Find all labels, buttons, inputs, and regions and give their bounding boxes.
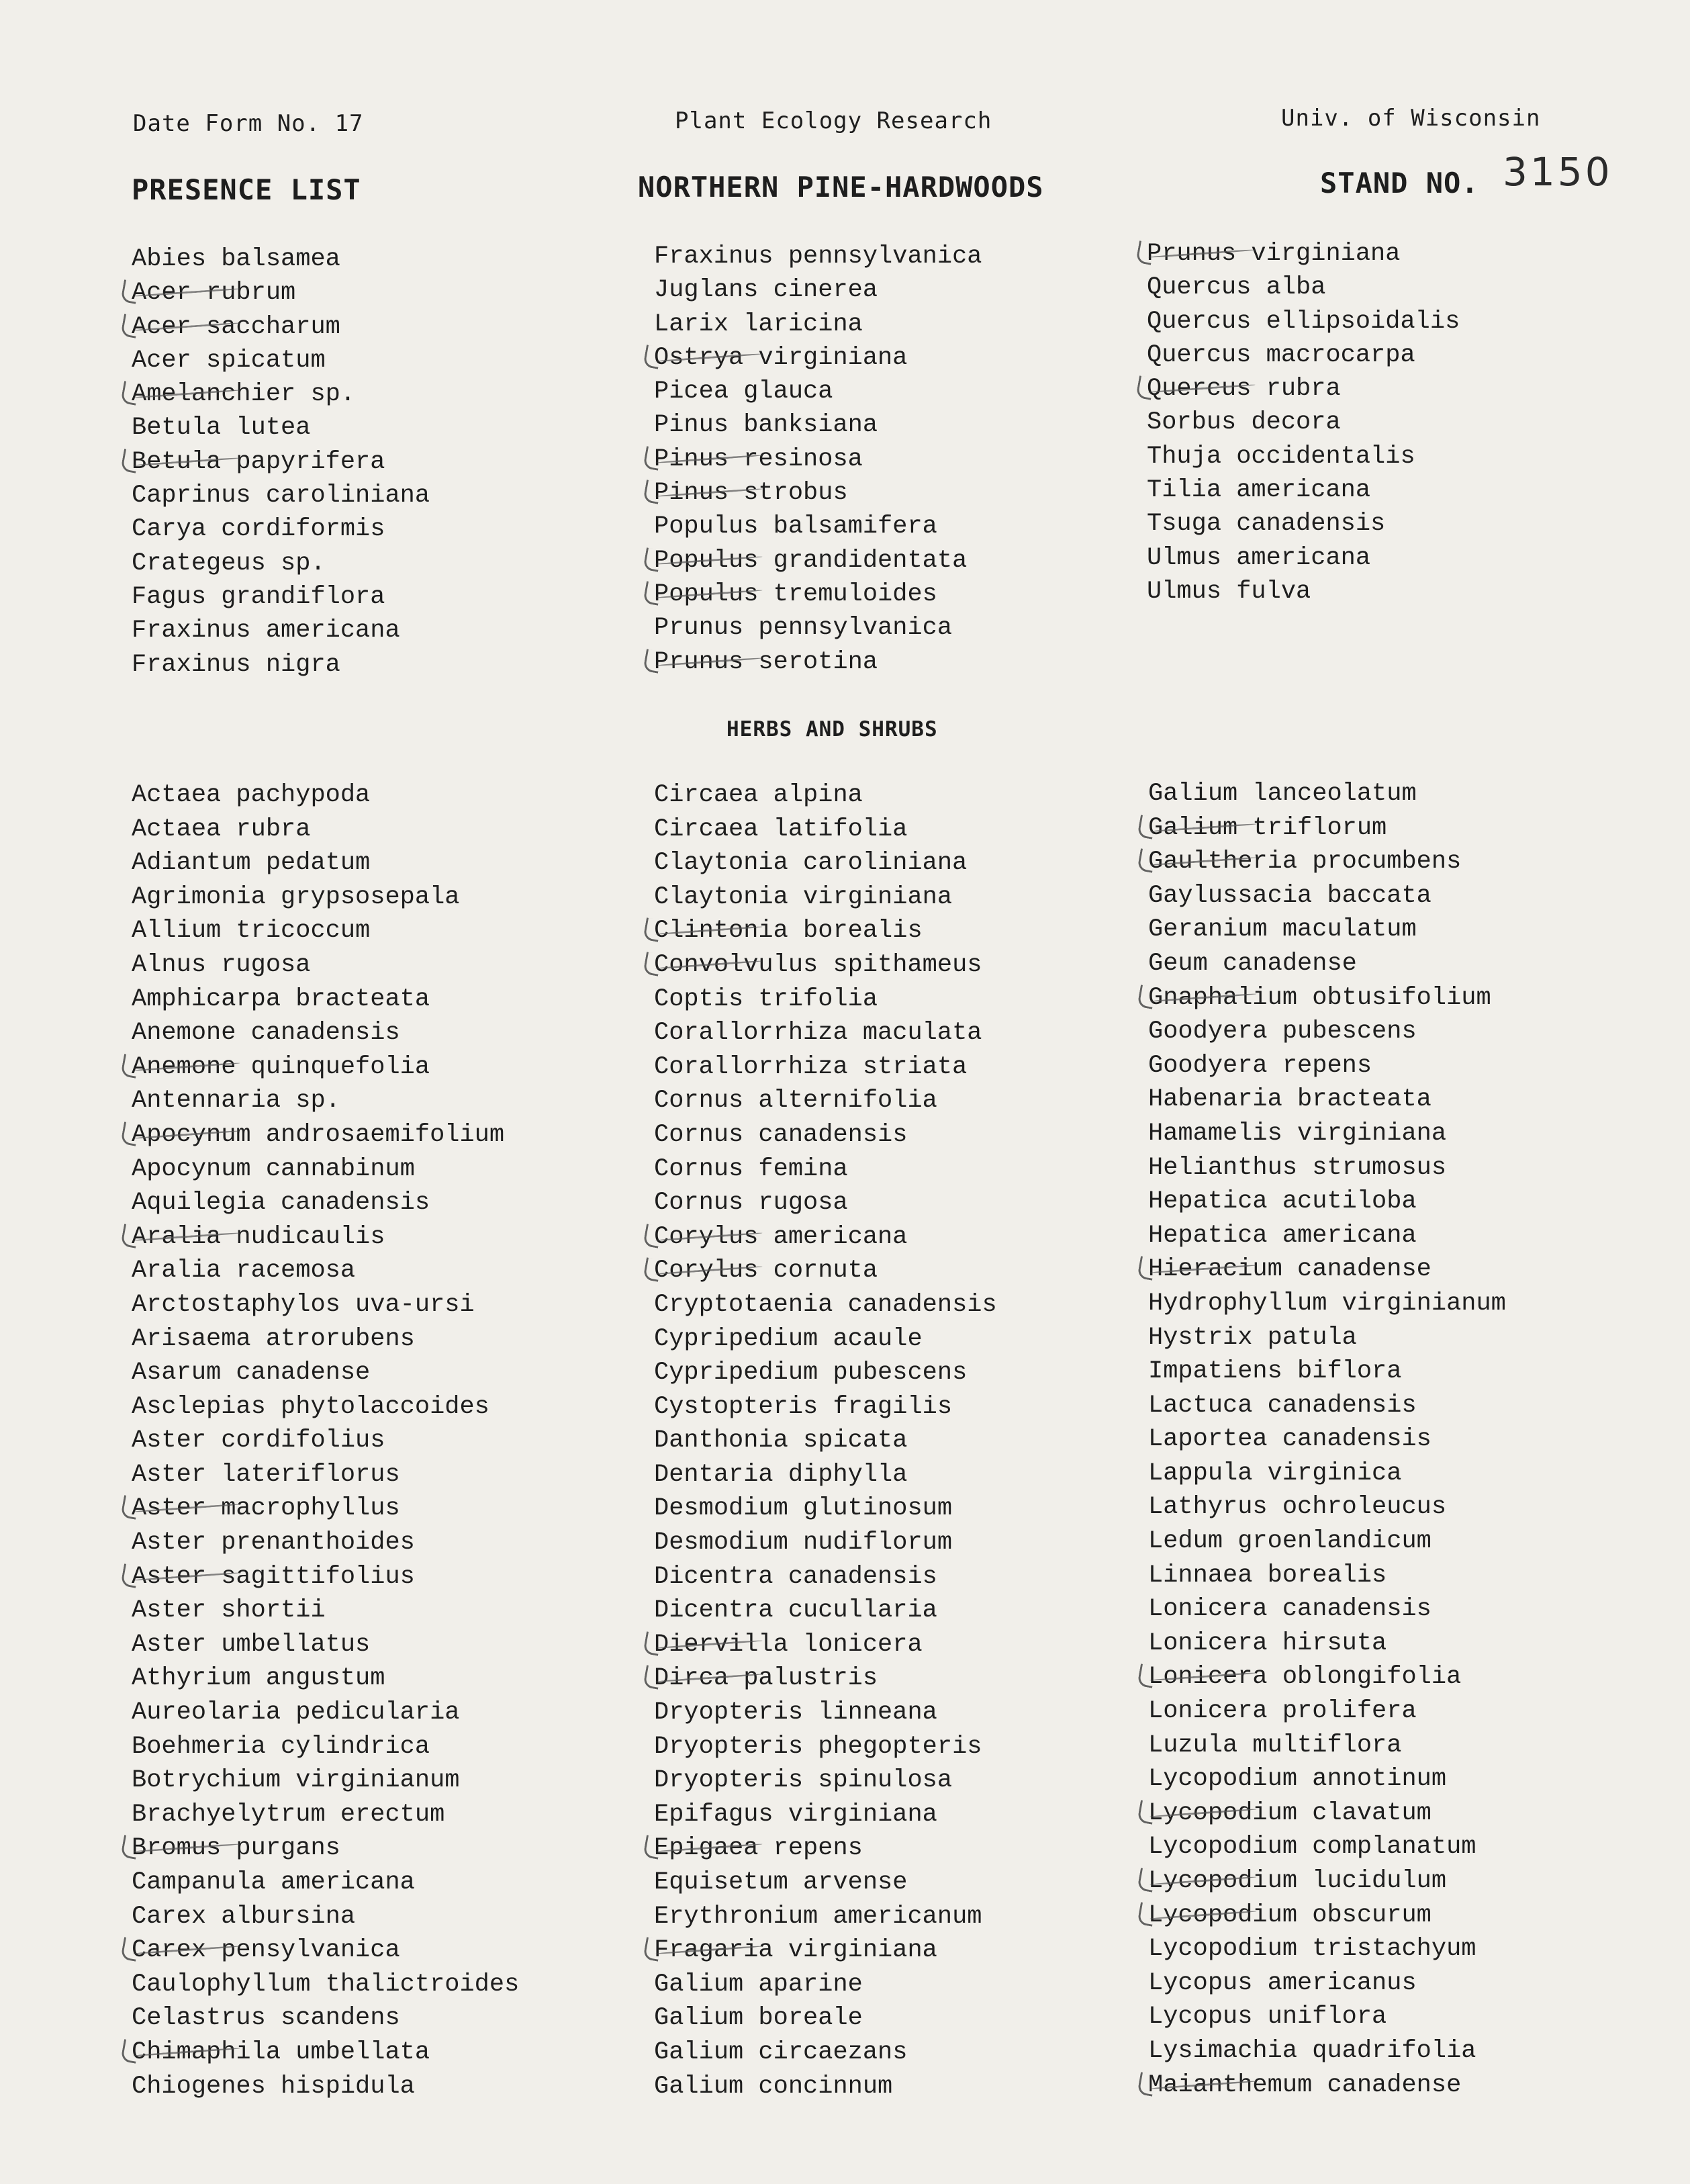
species-item: Epifagus virginiana xyxy=(654,1800,937,1829)
species-item: Aster prenanthoides xyxy=(132,1529,415,1557)
species-item: Acer rubrum xyxy=(132,278,430,312)
species-item: Aster sagittifolius xyxy=(132,1562,519,1596)
species-item: Ulmus americana xyxy=(1147,543,1371,572)
species-item: Lappula virginica xyxy=(1148,1459,1402,1488)
presence-list-title: PRESENCE LIST xyxy=(132,173,361,206)
species-item: Boehmeria cylindrica xyxy=(132,1732,430,1761)
species-item: Allium tricoccum xyxy=(132,917,371,946)
species-item: Galium circaezans xyxy=(654,2038,908,2066)
species-item: Aster macrophyllus xyxy=(132,1494,519,1528)
species-item: Lycopodium lucidulum xyxy=(1148,1866,1506,1901)
species-item: Lactuca canadensis xyxy=(1148,1391,1417,1420)
species-item: Equisetum arvense xyxy=(654,1868,908,1897)
species-item: Abies balsamea xyxy=(132,245,340,273)
species-item: Lathyrus ochroleucus xyxy=(1148,1493,1447,1522)
species-item: Gaultheria procumbens xyxy=(1148,847,1506,881)
species-item: Habenaria bracteata xyxy=(1148,1085,1431,1114)
species-item: Laportea canadensis xyxy=(1148,1425,1431,1454)
species-item: Populus balsamifera xyxy=(654,512,937,541)
species-item: Carya cordiformis xyxy=(132,515,385,544)
species-item: Brachyelytrum erectum xyxy=(132,1800,445,1829)
species-item: Chimaphila umbellata xyxy=(132,2038,519,2072)
species-item: Dicentra cucullaria xyxy=(654,1596,937,1625)
species-item: Corallorrhiza striata xyxy=(654,1052,968,1081)
species-item: Cornus alternifolia xyxy=(654,1087,937,1116)
species-item: Aster umbellatus xyxy=(132,1630,371,1659)
species-item: Claytonia caroliniana xyxy=(654,849,968,878)
species-item: Fagus grandiflora xyxy=(132,582,385,611)
species-item: Aureolaria pedicularia xyxy=(132,1698,460,1727)
species-item: Dryopteris spinulosa xyxy=(654,1766,953,1795)
species-item: Picea glauca xyxy=(654,377,833,406)
species-item: Lycopodium clavatum xyxy=(1148,1799,1506,1833)
species-item: Galium triflorum xyxy=(1148,813,1506,848)
species-item: Tilia americana xyxy=(1147,476,1371,505)
species-item: Ledum groenlandicum xyxy=(1148,1527,1431,1556)
species-item: Galium lanceolatum xyxy=(1148,780,1417,808)
species-item: Bromus purgans xyxy=(132,1833,519,1868)
species-item: Caulophyllum thalictroides xyxy=(132,1970,520,1999)
species-item: Dryopteris linneana xyxy=(654,1698,937,1727)
species-item: Impatiens biflora xyxy=(1148,1357,1402,1386)
species-item: Cornus femina xyxy=(654,1154,848,1183)
form-number: Date Form No. 17 xyxy=(133,110,364,137)
species-item: Hepatica acutiloba xyxy=(1148,1187,1417,1216)
species-item: Cypripedium acaule xyxy=(654,1324,923,1353)
species-item: Circaea alpina xyxy=(654,781,863,809)
species-item: Asclepias phytolaccoides xyxy=(132,1392,489,1421)
species-item: Gaylussacia baccata xyxy=(1148,881,1431,910)
species-item: Larix laricina xyxy=(654,310,863,338)
species-item: Desmodium nudiflorum xyxy=(654,1529,953,1557)
species-item: Celastrus scandens xyxy=(132,2004,400,2033)
species-item: Antennaria sp. xyxy=(132,1087,340,1116)
species-item: Betula lutea xyxy=(132,414,311,443)
species-item: Agrimonia grypsosepala xyxy=(132,882,460,911)
species-item: Populus grandidentata xyxy=(654,546,982,580)
species-item: Hepatica americana xyxy=(1148,1221,1417,1250)
species-item: Campanula americana xyxy=(132,1868,415,1897)
species-item: Dirca palustris xyxy=(654,1664,997,1698)
species-item: Crategeus sp. xyxy=(132,549,326,578)
species-item: Ostrya virginiana xyxy=(654,343,982,377)
species-item: Betula papyrifera xyxy=(132,447,430,481)
herbs-shrubs-title: HERBS AND SHRUBS xyxy=(726,717,938,741)
species-item: Cryptotaenia canadensis xyxy=(654,1290,997,1319)
species-item: Maianthemum canadense xyxy=(1148,2071,1506,2105)
species-item: Pinus resinosa xyxy=(654,445,982,478)
herb-list-col-3 xyxy=(1148,779,1506,2104)
species-item: Hamamelis virginiana xyxy=(1148,1119,1447,1148)
species-item: Aster shortii xyxy=(132,1596,326,1625)
species-item: Fraxinus nigra xyxy=(132,650,340,679)
species-item: Cypripedium pubescens xyxy=(654,1359,968,1387)
species-item: Lonicera prolifera xyxy=(1148,1697,1417,1726)
species-item: Anemone quinquefolia xyxy=(132,1052,519,1087)
species-item: Convolvulus spithameus xyxy=(654,950,997,985)
species-item: Thuja occidentalis xyxy=(1147,442,1415,471)
species-item: Clintonia borealis xyxy=(654,916,997,950)
species-item: Luzula multiflora xyxy=(1148,1731,1402,1760)
species-item: Prunus serotina xyxy=(654,647,982,681)
species-item: Quercus macrocarpa xyxy=(1147,340,1415,369)
species-item: Aster lateriflorus xyxy=(132,1460,400,1489)
species-item: Goodyera pubescens xyxy=(1148,1017,1417,1046)
species-item: Anemone canadensis xyxy=(132,1019,400,1048)
species-item: Ulmus fulva xyxy=(1147,577,1311,606)
species-item: Helianthus strumosus xyxy=(1148,1153,1447,1182)
species-item: Coptis trifolia xyxy=(654,985,878,1013)
species-item: Gnaphalium obtusifolium xyxy=(1148,983,1506,1017)
species-item: Caprinus caroliniana xyxy=(132,482,430,510)
species-item: Lycopus uniflora xyxy=(1148,2003,1387,2032)
species-item: Actaea pachypoda xyxy=(132,781,371,809)
species-item: Hystrix patula xyxy=(1148,1323,1357,1352)
species-item: Claytonia virginiana xyxy=(654,882,953,911)
species-item: Lycopus americanus xyxy=(1148,1968,1417,1997)
species-item: Corylus americana xyxy=(654,1222,997,1257)
species-item: Hydrophyllum virginianum xyxy=(1148,1289,1506,1318)
species-item: Asarum canadense xyxy=(132,1359,371,1387)
species-item: Carex pensylvanica xyxy=(132,1936,519,1970)
species-item: Lycopodium tristachyum xyxy=(1148,1935,1476,1964)
species-item: Erythronium americanum xyxy=(654,1902,982,1931)
species-item: Corallorrhiza maculata xyxy=(654,1019,982,1048)
species-item: Danthonia spicata xyxy=(654,1426,908,1455)
species-item: Fraxinus pennsylvanica xyxy=(654,242,982,271)
tree-list-col-3 xyxy=(1147,239,1460,610)
species-item: Carex albursina xyxy=(132,1902,356,1931)
species-item: Diervilla lonicera xyxy=(654,1630,997,1664)
species-item: Galium concinnum xyxy=(654,2072,893,2101)
species-item: Arctostaphylos uva-ursi xyxy=(132,1290,475,1319)
species-item: Lycopodium complanatum xyxy=(1148,1833,1476,1862)
species-item: Pinus banksiana xyxy=(654,411,878,440)
species-item: Alnus rugosa xyxy=(132,950,311,979)
species-item: Circaea latifolia xyxy=(654,815,908,844)
species-item: Populus tremuloides xyxy=(654,580,982,613)
species-item: Chiogenes hispidula xyxy=(132,2072,415,2101)
species-item: Lysimachia quadrifolia xyxy=(1148,2036,1476,2065)
species-item: Amphicarpa bracteata xyxy=(132,985,430,1013)
species-item: Prunus virginiana xyxy=(1147,239,1460,273)
species-item: Fraxinus americana xyxy=(132,617,400,645)
species-item: Aquilegia canadensis xyxy=(132,1189,430,1218)
species-item: Tsuga canadensis xyxy=(1147,510,1386,539)
species-item: Geranium maculatum xyxy=(1148,915,1417,944)
species-item: Apocynum androsaemifolium xyxy=(132,1120,519,1154)
species-item: Juglans cinerea xyxy=(654,276,878,305)
species-item: Aralia nudicaulis xyxy=(132,1222,519,1257)
species-item: Cornus canadensis xyxy=(654,1120,908,1149)
species-item: Aralia racemosa xyxy=(132,1257,356,1285)
species-item: Cornus rugosa xyxy=(654,1189,848,1218)
species-item: Dicentra canadensis xyxy=(654,1562,937,1591)
stand-number-label: STAND NO. xyxy=(1320,167,1479,199)
species-item: Galium boreale xyxy=(654,2004,863,2033)
species-item: Cystopteris fragilis xyxy=(654,1392,953,1421)
university: Univ. of Wisconsin xyxy=(1281,105,1541,132)
species-item: Prunus pennsylvanica xyxy=(654,614,953,643)
species-item: Quercus alba xyxy=(1147,273,1326,302)
species-item: Dentaria diphylla xyxy=(654,1460,908,1489)
species-item: Aster cordifolius xyxy=(132,1426,385,1455)
stand-number-value: 3150 xyxy=(1503,149,1613,195)
species-item: Pinus strobus xyxy=(654,478,982,512)
species-item: Amelanchier sp. xyxy=(132,379,430,413)
species-item: Lycopodium annotinum xyxy=(1148,1765,1447,1794)
species-item: Athyrium angustum xyxy=(132,1664,385,1693)
species-item: Lonicera canadensis xyxy=(1148,1595,1431,1624)
herb-list-col-1 xyxy=(132,780,519,2105)
species-item: Acer saccharum xyxy=(132,312,430,346)
species-item: Botrychium virginianum xyxy=(132,1766,460,1795)
species-item: Apocynum cannabinum xyxy=(132,1154,415,1183)
species-item: Sorbus decora xyxy=(1147,408,1341,437)
species-item: Dryopteris phegopteris xyxy=(654,1732,982,1761)
species-item: Corylus cornuta xyxy=(654,1256,997,1290)
species-item: Quercus rubra xyxy=(1147,374,1460,408)
species-item: Arisaema atrorubens xyxy=(132,1324,415,1353)
species-item: Adiantum pedatum xyxy=(132,849,371,878)
species-item: Epigaea repens xyxy=(654,1833,997,1868)
species-item: Goodyera repens xyxy=(1148,1051,1372,1080)
species-item: Lonicera oblongifolia xyxy=(1148,1662,1506,1696)
herb-list-col-2 xyxy=(654,780,997,2105)
species-item: Desmodium glutinosum xyxy=(654,1494,953,1523)
organization: Plant Ecology Research xyxy=(675,107,992,134)
species-item: Galium aparine xyxy=(654,1970,863,1999)
species-item: Lycopodium obscurum xyxy=(1148,1901,1506,1935)
species-item: Quercus ellipsoidalis xyxy=(1147,307,1460,336)
species-item: Geum canadense xyxy=(1148,949,1357,978)
tree-list-col-1 xyxy=(132,244,430,684)
species-item: Linnaea borealis xyxy=(1148,1561,1387,1590)
species-item: Acer spicatum xyxy=(132,346,326,375)
species-item: Fragaria virginiana xyxy=(654,1936,997,1970)
species-item: Lonicera hirsuta xyxy=(1148,1629,1387,1657)
community-title: NORTHERN PINE-HARDWOODS xyxy=(638,171,1044,203)
species-item: Actaea rubra xyxy=(132,815,311,844)
species-item: Hieracium canadense xyxy=(1148,1255,1506,1289)
tree-list-col-2 xyxy=(654,242,982,681)
